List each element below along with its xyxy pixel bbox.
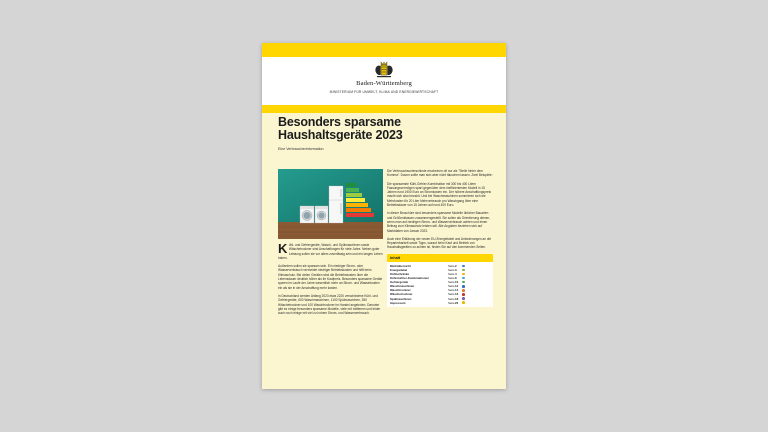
intro-text: ühl- und Gefriergeräte, Wasch- und Spülmaschinen sowie Wäschetrockner sind Anschaffungen für viele Jahre. Neben guter Leistung sollen sie vor allem zuverlässig sein und ein langes Leben haben. [278,243,383,260]
yellow-mid-band [262,105,506,113]
paragraph: Auch eine Erklärung der neuen EU-Energielabel und Anforderungen an die Reparierbarkeit sowie Tipps, worauf beim Kauf und Betrieb von Haushaltsgeräten zu achten ist, finden Sie auf den kommenden Seiten. [387,236,492,250]
toc-color-dot [462,269,465,272]
document-title [278,116,493,141]
toc-page-word: Seite [448,284,455,289]
toc-label: Gefriergeräte [390,280,409,285]
toc-row[interactable] [390,301,490,305]
toc-page-word: Seite [448,292,455,297]
toc-page-word: Seite [448,263,455,268]
left-text-column [278,243,383,319]
title-line-2: Haushaltsgeräte 2023 [278,127,403,142]
paragraph: Die Verbrauchsunterschiede erscheinen oft nur als "Stelle hinter dem Komma". Davon sollte man sich aber nicht täuschen lassen. Zwei Beispiele: [387,169,493,178]
state-name: Baden-Württemberg [356,80,412,87]
ministry-header [262,57,506,109]
toc-color-dot [462,273,465,276]
toc-label: Waschtrockner [390,288,411,293]
toc-page-number: 18 [455,296,459,301]
right-text-column [387,169,493,307]
toc-color-dot [462,277,465,280]
toc-page-number: 4 [455,271,457,276]
toc-label: Kühlschränke [390,271,410,276]
toc-label: Waschmaschinen [390,284,415,289]
drop-cap: K [278,241,288,256]
toc-page-word: Seite [448,271,455,276]
toc-page-word: Seite [448,300,455,305]
toc-label: Marktübersicht [390,263,411,268]
toc-label: Wäschetrockner [390,292,413,297]
appliances-energy-label-image [278,169,383,239]
toc-page-word: Seite [448,296,455,301]
toc-color-dot [462,293,465,296]
toc-color-dot [462,297,465,300]
coat-of-arms-icon [372,61,396,79]
toc-color-dot [462,265,465,268]
toc-page-word: Seite [448,288,455,293]
toc-page-word: Seite [448,276,455,281]
toc-color-dot [462,281,465,284]
toc-label: Kühl-Gefrier-Kombinationen [390,276,429,281]
table-of-contents [387,254,493,307]
intro-paragraph [278,243,383,260]
toc-page-number: 3 [455,267,457,272]
toc-label: Spülmaschinen [390,296,412,301]
yellow-top-band [262,43,506,57]
title-line-1: Besonders sparsame [278,115,401,129]
toc-page-number: 2 [455,263,457,268]
document-subtitle: Eine Verbraucherinformation [278,147,324,151]
ministry-name: MINISTERIUM FÜR UMWELT, KLIMA UND ENERGIEWIRTSCHAFT [329,90,439,94]
toc-color-dot [462,289,465,292]
toc-page-number: 12 [455,284,459,289]
contents-heading: Inhalt [387,254,493,262]
toc-color-dot [462,285,465,288]
toc-page-number: 8 [455,276,457,281]
paragraph: In Deutschland werden Anfang 2023 etwa 2220 verschiedene Kühl- und Gefriergeräte, 600 Waschmaschinen, 1100 Spülmaschinen, 350 Wäschetrockner und 100 Waschtrockner im Handel angeboten. Darunter gibt es einige besonders sparsame Modelle, viele mit mittlerem und leider auch noch einige mit viel zu hohem Strom- und Wasserverbrauch. [278,293,381,316]
toc-page-word: Seite [448,267,455,272]
toc-page-word: Seite [448,280,455,285]
toc-page-number: 14 [455,288,459,293]
paragraph: In dieser Broschüre sind besonders sparsame Modelle üblicher Bauarten und Größenklassen zusammengestellt. Sie sollen als Orientierung dienen, wenn man auf niedrigen Strom- und Wasserverbrauch achten und einen Beitrag zum Klimaschutz leisten will. Alle Angaben beziehen sich auf Marktdaten von Januar 2023. [387,211,491,233]
toc-page-number: 22 [455,300,459,305]
paragraph: Die sparsamste Kühl-Gefrier-Kombination mit 300 bis 400 Litern Fassungsvermögen spart gegenüber dem ineffizientesten Modell in 15 Jahren rund 1900 Euro an Stromkosten ein. Der höhere Anschaffungspreis macht sich also bezahlt. Und bei Waschmaschinen summieren sich die Mehrkosten für 20 Liter Mehrverbrauch pro Waschgang über eine Betriebsdauer von 15 Jahren auf rund 400 Euro. [387,181,491,208]
toc-color-dot [462,301,465,304]
paragraph: Außerdem sollen sie sparsam sein. Ein niedriger Strom- oder Wasserverbrauch vermeidet niedriger Betriebskosten und hilft beim Klimaschutz. Bei vielen Geräten sind die Betriebskosten über die Lebensdauer deutlich höher als ihr Kaufpreis. Besonders sparsame Geräte sparen im Laufe der Jahre wesentlich mehr an Strom- und Wasserkosten ein als sie in der Anschaffung mehr kosten. [278,264,383,290]
toc-label: Energielabel [390,267,408,272]
toc-page-number: 10 [455,280,459,285]
contents-list [387,262,493,307]
brochure-cover [262,43,506,389]
toc-label: Impressum [390,300,406,305]
toc-page-number: 16 [455,292,459,297]
